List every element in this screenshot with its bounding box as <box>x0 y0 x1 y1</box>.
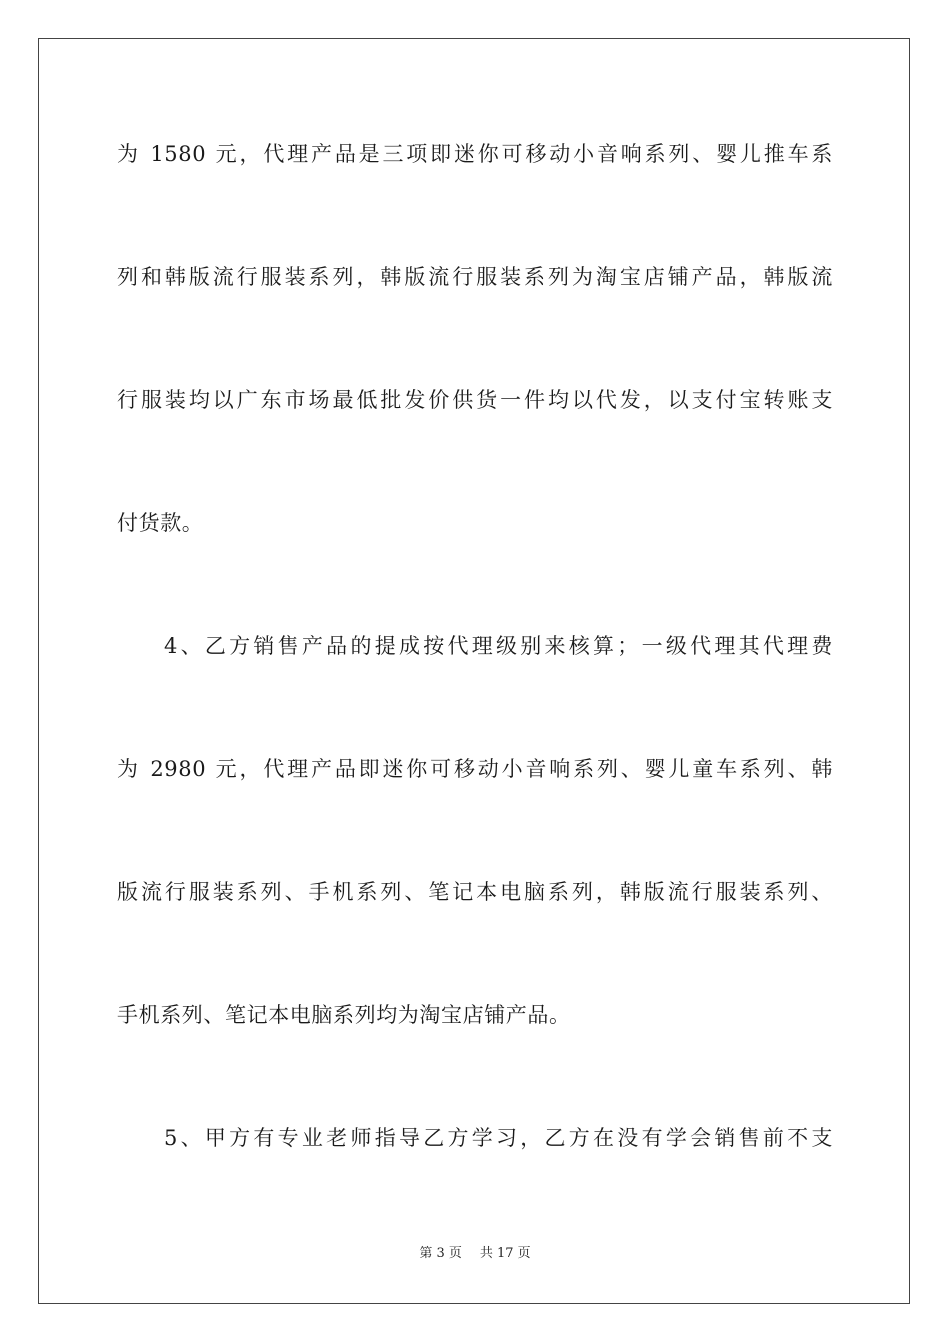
paragraph-line: 为 1580 元，代理产品是三项即迷你可移动小音响系列、婴儿推车系 <box>117 142 833 166</box>
paragraph-line: 4、乙方销售产品的提成按代理级别来核算；一级代理其代理费 <box>164 634 833 658</box>
paragraph-line: 版流行服装系列、手机系列、笔记本电脑系列，韩版流行服装系列、 <box>117 880 833 904</box>
paragraph-line: 付货款。 <box>117 511 204 535</box>
page-total: 共 17 页 <box>479 1246 531 1261</box>
paragraph-line: 列和韩版流行服装系列，韩版流行服装系列为淘宝店铺产品，韩版流 <box>117 265 833 289</box>
page-number: 第 3 页 <box>419 1246 462 1261</box>
paragraph-line: 5、甲方有专业老师指导乙方学习，乙方在没有学会销售前不支 <box>164 1126 833 1150</box>
paragraph-line: 手机系列、笔记本电脑系列均为淘宝店铺产品。 <box>117 1003 571 1027</box>
page-border <box>38 38 910 1304</box>
paragraph-line: 为 2980 元，代理产品即迷你可移动小音响系列、婴儿童车系列、韩 <box>117 757 833 781</box>
paragraph-line: 行服装均以广东市场最低批发价供货一件均以代发，以支付宝转账支 <box>117 388 833 412</box>
page-footer <box>0 1245 950 1263</box>
